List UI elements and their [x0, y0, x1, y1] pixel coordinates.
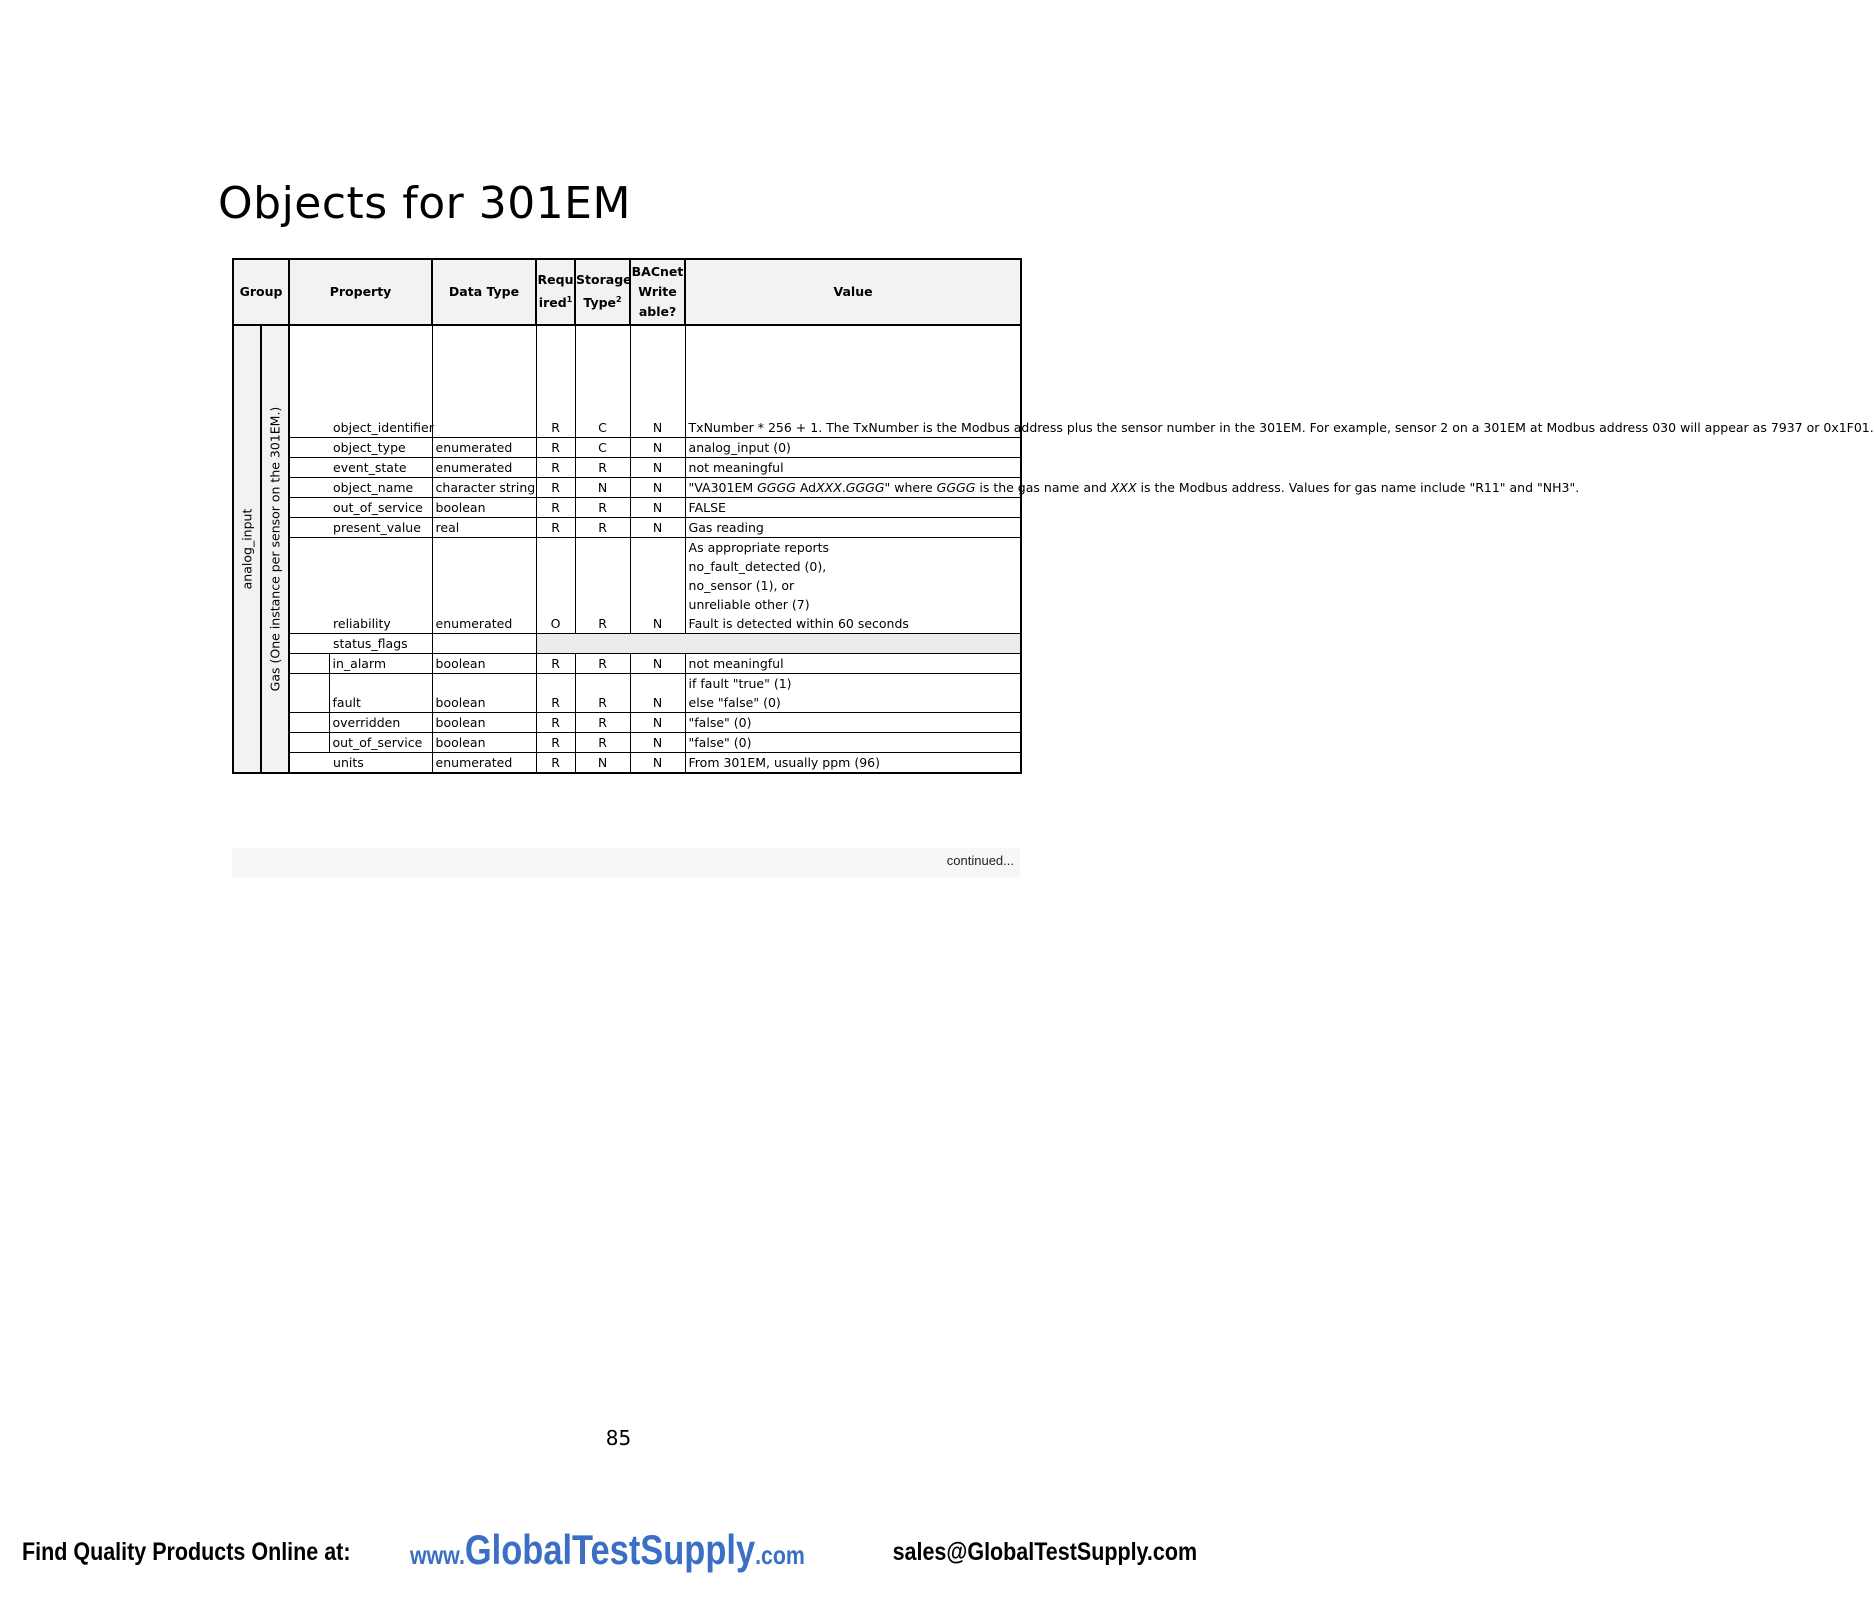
sub-property-cell: in_alarm: [329, 653, 432, 673]
shaded-cell: [536, 633, 1021, 653]
table-row: [233, 517, 1021, 537]
required-cell: R: [536, 712, 575, 732]
sub-property-cell: out_of_service: [329, 732, 432, 752]
table-row: [233, 633, 1021, 653]
required-cell: R: [536, 752, 575, 773]
writable-cell: N: [630, 537, 685, 633]
footer: [0, 1526, 1237, 1576]
page-number: 85: [605, 1426, 632, 1450]
property-cell: object_identifier: [289, 325, 432, 437]
writable-cell: N: [630, 437, 685, 457]
group-inner-label: Gas (One instance per sensor on the 301EM.): [267, 406, 283, 692]
storage-cell: R: [575, 537, 630, 633]
value-cell: not meaningful: [685, 457, 1021, 477]
data-type-cell: boolean: [432, 732, 536, 752]
data-type-cell: character string: [432, 477, 536, 497]
storage-cell: R: [575, 653, 630, 673]
property-cell: status_flags: [289, 633, 432, 653]
page-title: Objects for 301EM: [218, 178, 631, 229]
header-value: Value: [685, 259, 1021, 325]
value-cell: if fault "true" (1) else "false" (0): [685, 673, 1021, 712]
value-cell: TxNumber * 256 + 1. The TxNumber is the Modbus address plus the sensor number in the 301EM. For example, sensor 2 on a 301EM at Modbus address 030 will appear as 7937 or 0x1F01.: [685, 325, 1021, 437]
header-required: Requ ired$^1$: [536, 259, 575, 325]
storage-cell: N: [575, 752, 630, 773]
writable-cell: N: [630, 325, 685, 437]
writable-cell: N: [630, 517, 685, 537]
storage-cell: R: [575, 732, 630, 752]
storage-cell: R: [575, 497, 630, 517]
writable-cell: N: [630, 712, 685, 732]
data-type-cell: enumerated: [432, 457, 536, 477]
table-row: [233, 437, 1021, 457]
storage-cell: N: [575, 477, 630, 497]
required-cell: O: [536, 537, 575, 633]
required-cell: R: [536, 497, 575, 517]
indent-cell: [289, 712, 329, 732]
required-cell: R: [536, 732, 575, 752]
table-row: [233, 497, 1021, 517]
table-row: [233, 653, 1021, 673]
storage-cell: R: [575, 712, 630, 732]
writable-cell: N: [630, 497, 685, 517]
required-cell: R: [536, 477, 575, 497]
value-cell: "VA301EM GGGG AdXXX.GGGG" where GGGG is the gas name and XXX is the Modbus address. Values for gas name include "R11" and "NH3".: [685, 477, 1021, 497]
data-type-cell: boolean: [432, 653, 536, 673]
footer-email-link[interactable]: sales@GlobalTestSupply.com: [892, 1538, 1197, 1566]
header-storage-type: Storage Type$^2$: [575, 259, 630, 325]
storage-cell: C: [575, 325, 630, 437]
value-cell: From 301EM, usually ppm (96): [685, 752, 1021, 773]
property-cell: reliability: [289, 537, 432, 633]
data-type-cell: [432, 633, 536, 653]
required-cell: R: [536, 457, 575, 477]
indent-cell: [289, 732, 329, 752]
property-cell: event_state: [289, 457, 432, 477]
data-type-cell: boolean: [432, 673, 536, 712]
value-cell: As appropriate reports no_fault_detected (0), no_sensor (1), or unreliable other (7) Fault is detected within 60 seconds: [685, 537, 1021, 633]
header-row: [233, 259, 1021, 325]
objects-table-wrapper: [232, 258, 1874, 774]
property-cell: object_type: [289, 437, 432, 457]
table-row: [233, 732, 1021, 752]
required-cell: R: [536, 673, 575, 712]
objects-table: [232, 258, 1874, 774]
value-cell: analog_input (0): [685, 437, 1021, 457]
table-row: [233, 457, 1021, 477]
group-outer-cell: [233, 325, 261, 773]
indent-cell: [289, 653, 329, 673]
property-cell: object_name: [289, 477, 432, 497]
required-cell: R: [536, 517, 575, 537]
writable-cell: N: [630, 477, 685, 497]
value-cell: "false" (0): [685, 712, 1021, 732]
footer-tagline: Find Quality Products Online at:: [22, 1538, 351, 1566]
property-cell: present_value: [289, 517, 432, 537]
indent-cell: [289, 673, 329, 712]
writable-cell: N: [630, 653, 685, 673]
data-type-cell: enumerated: [432, 437, 536, 457]
storage-cell: C: [575, 437, 630, 457]
sub-property-cell: fault: [329, 673, 432, 712]
writable-cell: N: [630, 732, 685, 752]
storage-cell: R: [575, 673, 630, 712]
required-cell: R: [536, 437, 575, 457]
writable-cell: N: [630, 673, 685, 712]
footer-website-link[interactable]: www.GlobalTestSupply.com: [410, 1526, 805, 1573]
data-type-cell: [432, 325, 536, 437]
table-row: [233, 325, 1021, 437]
writable-cell: N: [630, 457, 685, 477]
header-group: Group: [233, 259, 289, 325]
storage-cell: R: [575, 517, 630, 537]
sub-property-cell: overridden: [329, 712, 432, 732]
data-type-cell: enumerated: [432, 537, 536, 633]
header-data-type: Data Type: [432, 259, 536, 325]
table-row: [233, 673, 1021, 712]
data-type-cell: enumerated: [432, 752, 536, 773]
property-cell: units: [289, 752, 432, 773]
value-cell: Gas reading: [685, 517, 1021, 537]
value-cell: not meaningful: [685, 653, 1021, 673]
required-cell: R: [536, 653, 575, 673]
value-cell: "false" (0): [685, 732, 1021, 752]
table-row: [233, 712, 1021, 732]
data-type-cell: boolean: [432, 497, 536, 517]
data-type-cell: real: [432, 517, 536, 537]
table-row: [233, 752, 1021, 773]
value-cell: FALSE: [685, 497, 1021, 517]
header-writable: BACnet Write able?: [630, 259, 685, 325]
writable-cell: N: [630, 752, 685, 773]
required-cell: R: [536, 325, 575, 437]
table-row: [233, 477, 1021, 497]
property-cell: out_of_service: [289, 497, 432, 517]
header-property: Property: [289, 259, 432, 325]
continued-note: continued...: [232, 848, 1020, 878]
group-inner-cell: [261, 325, 289, 773]
group-outer-label: analog_input: [239, 508, 255, 590]
storage-cell: R: [575, 457, 630, 477]
table-row: [233, 537, 1021, 633]
data-type-cell: boolean: [432, 712, 536, 732]
